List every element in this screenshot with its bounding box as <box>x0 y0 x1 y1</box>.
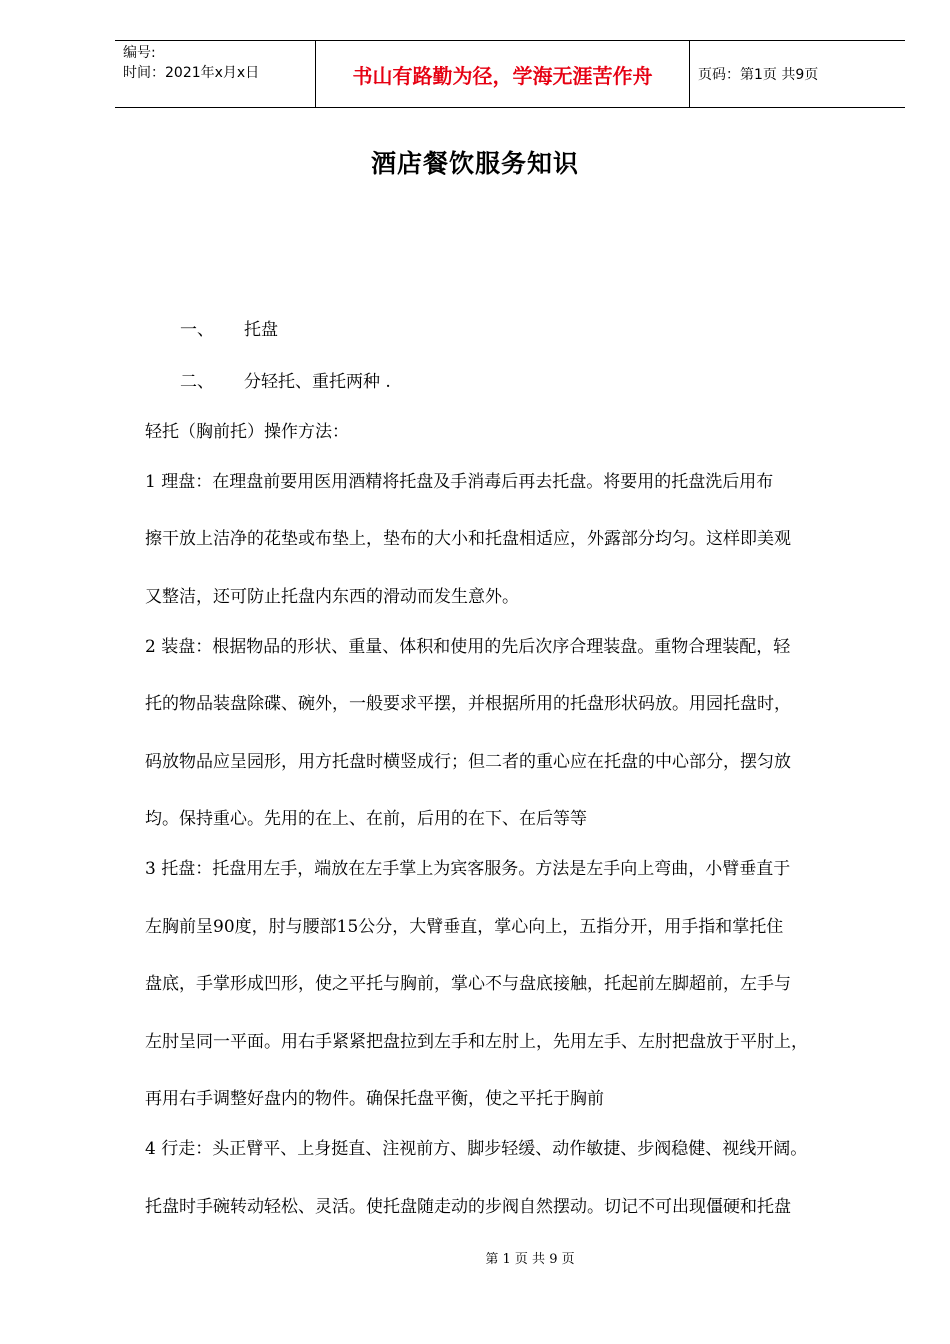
body-line: 盘底，手掌形成凹形，使之平托与胸前，掌心不与盘底接触，托起前左脚超前，左手与 <box>145 974 791 994</box>
outline-number: 二、 <box>180 372 214 392</box>
header-page-info: 页码：第1页 共9页 <box>698 67 819 83</box>
body-line: 左胸前呈90度，肘与腰部15公分，大臂垂直，掌心向上，五指分开，用手指和掌托住 <box>145 917 784 937</box>
outline-text: 托盘 <box>244 320 278 340</box>
header-motto: 书山有路勤为径，学海无涯苦作舟 <box>316 41 690 107</box>
doc-number-label: 编号: <box>123 45 156 61</box>
page-footer: 第 1 页 共 9 页 <box>485 1252 575 1267</box>
header-meta <box>115 41 316 107</box>
body-line: 又整洁，还可防止托盘内东西的滑动而发生意外。 <box>145 587 519 607</box>
outline-number: 一、 <box>180 320 214 340</box>
body-line: 托盘时手碗转动轻松、灵活。使托盘随走动的步阀自然摆动。切记不可出现僵硬和托盘 <box>145 1197 791 1217</box>
body-line: 托的物品装盘除碟、碗外，一般要求平摆，并根据所用的托盘形状码放。用园托盘时， <box>145 694 791 714</box>
body-line: 1 理盘：在理盘前要用医用酒精将托盘及手消毒后再去托盘。将要用的托盘洗后用布 <box>145 472 774 492</box>
document-title: 酒店餐饮服务知识 <box>370 149 579 178</box>
body-line: 轻托（胸前托）操作方法： <box>145 422 349 442</box>
page-header <box>115 40 905 108</box>
body-line: 2 装盘：根据物品的形状、重量、体积和使用的先后次序合理装盘。重物合理装配，轻 <box>145 637 791 657</box>
doc-time-label: 时间：2021年x月x日 <box>123 65 260 81</box>
outline-text: 分轻托、重托两种 . <box>244 372 391 392</box>
body-line: 均。保持重心。先用的在上、在前，后用的在下、在后等等 <box>145 809 587 829</box>
body-line: 码放物品应呈园形，用方托盘时横竖成行；但二者的重心应在托盘的中心部分，摆匀放 <box>145 752 791 772</box>
outline-item <box>180 370 391 394</box>
body-line: 再用右手调整好盘内的物件。确保托盘平衡，使之平托于胸前 <box>145 1089 604 1109</box>
body-line: 4 行走：头正臂平、上身挺直、注视前方、脚步轻缓、动作敏捷、步阀稳健、视线开阔。 <box>145 1139 808 1159</box>
body-line: 左肘呈同一平面。用右手紧紧把盘拉到左手和左肘上，先用左手、左肘把盘放于平肘上， <box>145 1032 808 1052</box>
body-line: 擦干放上洁净的花垫或布垫上，垫布的大小和托盘相适应，外露部分均匀。这样即美观 <box>145 529 791 549</box>
body-line: 3 托盘：托盘用左手，端放在左手掌上为宾客服务。方法是左手向上弯曲，小臂垂直于 <box>145 859 791 879</box>
outline-item <box>180 318 278 342</box>
